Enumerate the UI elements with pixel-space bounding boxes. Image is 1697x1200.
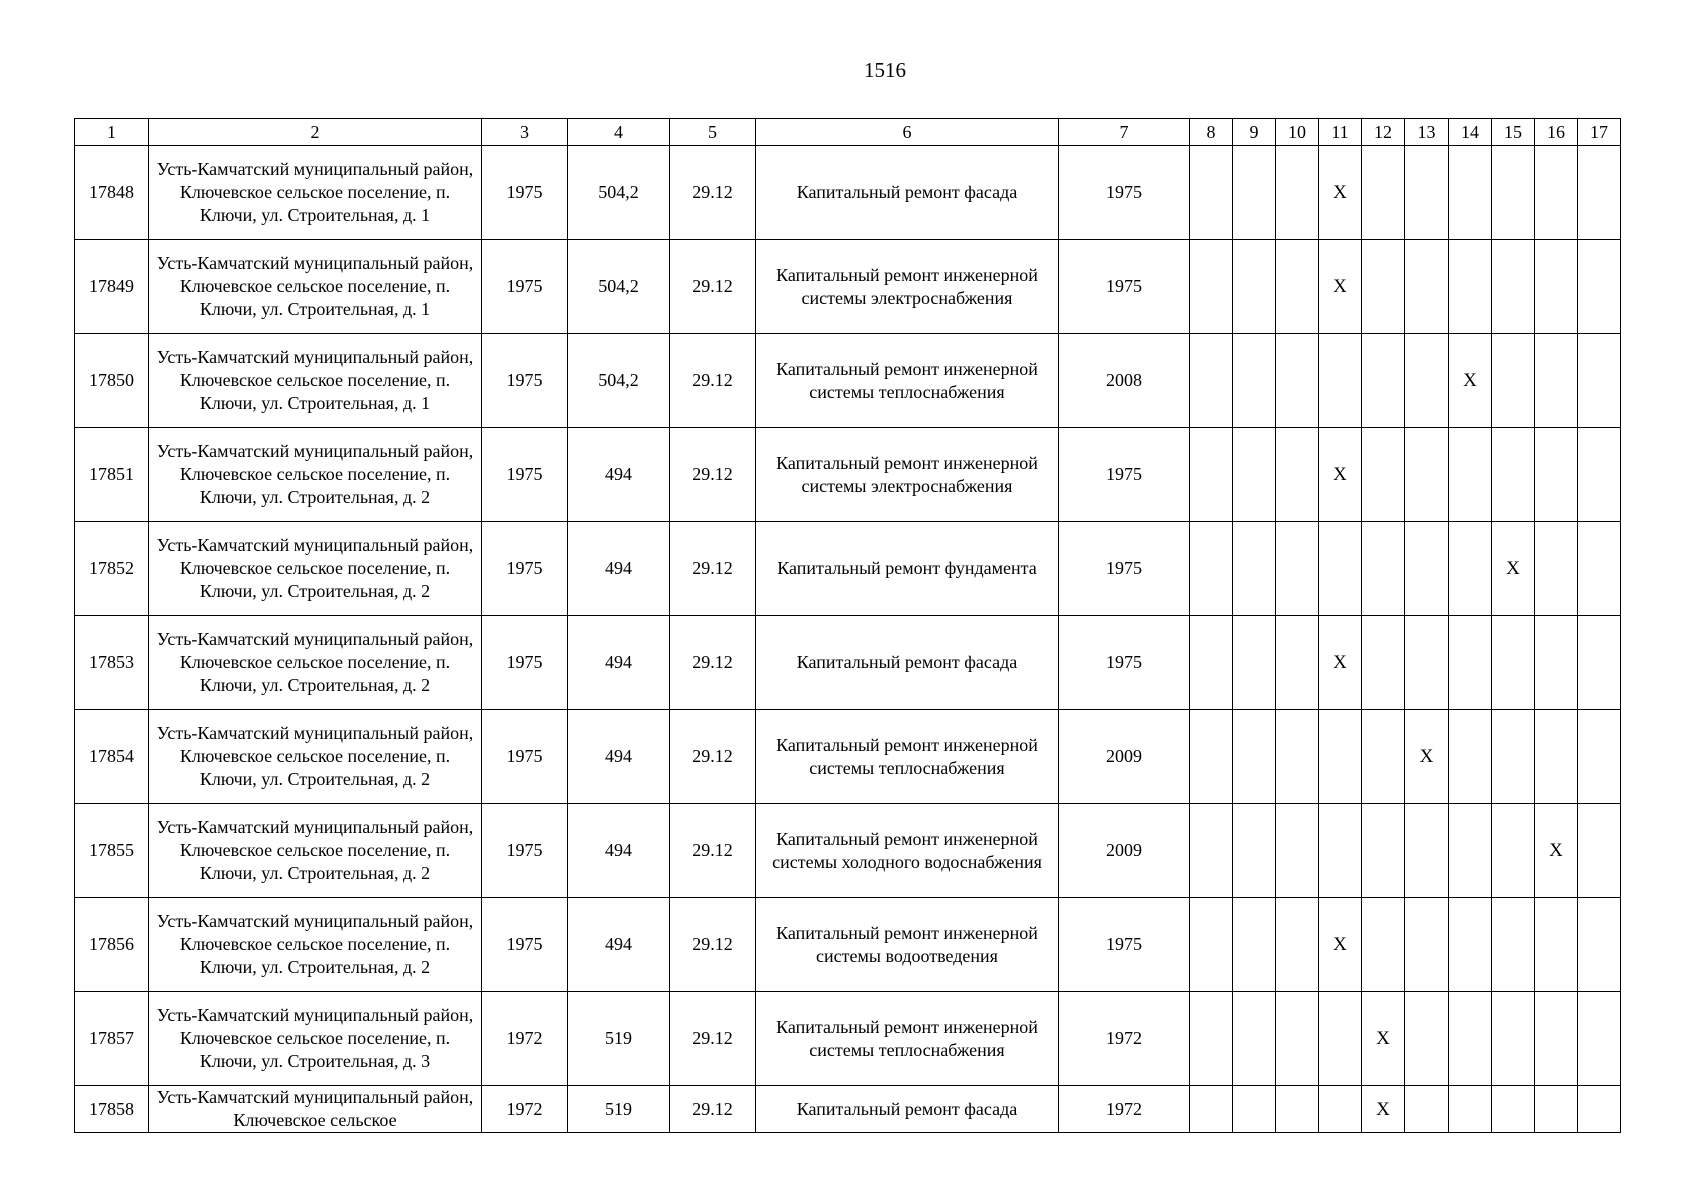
header-row <box>75 119 1621 146</box>
empty-cell <box>1535 710 1578 804</box>
column-header-12: 12 <box>1362 119 1405 146</box>
table-body <box>75 119 1621 1133</box>
work-type-cell: Капитальный ремонт фасада <box>756 1086 1059 1133</box>
code-cell: 29.12 <box>670 240 756 334</box>
empty-cell <box>1319 522 1362 616</box>
last-repair-year-cell: 2009 <box>1059 710 1190 804</box>
mark-cell <box>1405 710 1449 804</box>
row-id-cell: 17857 <box>75 992 149 1086</box>
last-repair-year-cell: 2008 <box>1059 334 1190 428</box>
area-cell: 504,2 <box>568 334 670 428</box>
empty-cell <box>1319 710 1362 804</box>
empty-cell <box>1276 428 1319 522</box>
last-repair-year-cell: 1972 <box>1059 992 1190 1086</box>
area-cell: 494 <box>568 616 670 710</box>
x-mark: X <box>1333 934 1347 955</box>
empty-cell <box>1276 146 1319 240</box>
build-year-cell: 1975 <box>482 334 568 428</box>
repair-registry-table <box>74 118 1621 1133</box>
area-cell: 494 <box>568 898 670 992</box>
empty-cell <box>1276 710 1319 804</box>
last-repair-year-cell: 1975 <box>1059 240 1190 334</box>
empty-cell <box>1492 710 1535 804</box>
empty-cell <box>1578 1086 1621 1133</box>
row-id-cell: 17858 <box>75 1086 149 1133</box>
empty-cell <box>1233 334 1276 428</box>
empty-cell <box>1233 146 1276 240</box>
work-type-cell: Капитальный ремонт фасада <box>756 616 1059 710</box>
code-cell: 29.12 <box>670 992 756 1086</box>
empty-cell <box>1578 804 1621 898</box>
last-repair-year-cell: 1975 <box>1059 146 1190 240</box>
code-cell: 29.12 <box>670 146 756 240</box>
empty-cell <box>1362 804 1405 898</box>
area-cell: 494 <box>568 428 670 522</box>
build-year-cell: 1975 <box>482 428 568 522</box>
empty-cell <box>1578 898 1621 992</box>
table-row <box>75 428 1621 522</box>
last-repair-year-cell: 2009 <box>1059 804 1190 898</box>
empty-cell <box>1449 522 1492 616</box>
empty-cell <box>1578 522 1621 616</box>
table-row <box>75 898 1621 992</box>
last-repair-year-cell: 1972 <box>1059 1086 1190 1133</box>
empty-cell <box>1405 240 1449 334</box>
address-cell: Усть-Камчатский муниципальный район, Ключевское сельское поселение, п. Ключи, ул. Строительная, д. 2 <box>149 898 482 992</box>
empty-cell <box>1449 240 1492 334</box>
empty-cell <box>1578 146 1621 240</box>
area-cell: 494 <box>568 804 670 898</box>
work-type-cell: Капитальный ремонт инженерной системы электроснабжения <box>756 240 1059 334</box>
column-header-16: 16 <box>1535 119 1578 146</box>
empty-cell <box>1405 428 1449 522</box>
table-row <box>75 522 1621 616</box>
build-year-cell: 1972 <box>482 992 568 1086</box>
column-header-5: 5 <box>670 119 756 146</box>
x-mark: X <box>1333 182 1347 203</box>
empty-cell <box>1233 804 1276 898</box>
empty-cell <box>1190 992 1233 1086</box>
empty-cell <box>1362 898 1405 992</box>
address-cell: Усть-Камчатский муниципальный район, Ключевское сельское поселение, п. Ключи, ул. Строительная, д. 1 <box>149 334 482 428</box>
empty-cell <box>1578 334 1621 428</box>
x-mark: X <box>1333 464 1347 485</box>
column-header-10: 10 <box>1276 119 1319 146</box>
empty-cell <box>1319 334 1362 428</box>
work-type-cell: Капитальный ремонт инженерной системы теплоснабжения <box>756 710 1059 804</box>
address-cell: Усть-Камчатский муниципальный район, Ключевское сельское поселение, п. Ключи, ул. Строительная, д. 2 <box>149 428 482 522</box>
empty-cell <box>1535 1086 1578 1133</box>
empty-cell <box>1449 992 1492 1086</box>
last-repair-year-cell: 1975 <box>1059 428 1190 522</box>
empty-cell <box>1492 992 1535 1086</box>
mark-cell <box>1449 334 1492 428</box>
empty-cell <box>1276 334 1319 428</box>
row-id-cell: 17850 <box>75 334 149 428</box>
empty-cell <box>1535 898 1578 992</box>
code-cell: 29.12 <box>670 616 756 710</box>
mark-cell <box>1492 522 1535 616</box>
empty-cell <box>1233 522 1276 616</box>
address-cell: Усть-Камчатский муниципальный район, Ключевское сельское поселение, п. Ключи, ул. Строительная, д. 1 <box>149 240 482 334</box>
empty-cell <box>1233 428 1276 522</box>
empty-cell <box>1492 334 1535 428</box>
empty-cell <box>1449 898 1492 992</box>
empty-cell <box>1578 616 1621 710</box>
build-year-cell: 1975 <box>482 898 568 992</box>
code-cell: 29.12 <box>670 522 756 616</box>
empty-cell <box>1578 428 1621 522</box>
work-type-cell: Капитальный ремонт инженерной системы теплоснабжения <box>756 334 1059 428</box>
empty-cell <box>1535 334 1578 428</box>
column-header-2: 2 <box>149 119 482 146</box>
empty-cell <box>1276 522 1319 616</box>
empty-cell <box>1535 992 1578 1086</box>
mark-cell <box>1319 240 1362 334</box>
empty-cell <box>1276 616 1319 710</box>
empty-cell <box>1405 522 1449 616</box>
column-header-13: 13 <box>1405 119 1449 146</box>
empty-cell <box>1578 240 1621 334</box>
x-mark: X <box>1549 840 1563 861</box>
empty-cell <box>1190 522 1233 616</box>
empty-cell <box>1449 804 1492 898</box>
empty-cell <box>1190 334 1233 428</box>
empty-cell <box>1535 522 1578 616</box>
table-row <box>75 616 1621 710</box>
empty-cell <box>1405 1086 1449 1133</box>
empty-cell <box>1405 804 1449 898</box>
empty-cell <box>1362 334 1405 428</box>
row-id-cell: 17856 <box>75 898 149 992</box>
build-year-cell: 1975 <box>482 146 568 240</box>
table-row <box>75 240 1621 334</box>
build-year-cell: 1972 <box>482 1086 568 1133</box>
empty-cell <box>1233 992 1276 1086</box>
column-header-17: 17 <box>1578 119 1621 146</box>
mark-cell <box>1535 804 1578 898</box>
empty-cell <box>1405 992 1449 1086</box>
build-year-cell: 1975 <box>482 616 568 710</box>
column-header-1: 1 <box>75 119 149 146</box>
empty-cell <box>1578 992 1621 1086</box>
empty-cell <box>1276 1086 1319 1133</box>
empty-cell <box>1492 616 1535 710</box>
row-id-cell: 17851 <box>75 428 149 522</box>
address-cell: Усть-Камчатский муниципальный район, Ключевское сельское поселение, п. Ключи, ул. Строительная, д. 1 <box>149 146 482 240</box>
empty-cell <box>1492 1086 1535 1133</box>
address-cell: Усть-Камчатский муниципальный район, Ключевское сельское поселение, п. Ключи, ул. Строительная, д. 2 <box>149 616 482 710</box>
empty-cell <box>1449 710 1492 804</box>
work-type-cell: Капитальный ремонт фундамента <box>756 522 1059 616</box>
empty-cell <box>1362 522 1405 616</box>
address-cell: Усть-Камчатский муниципальный район, Ключевское сельское поселение, п. Ключи, ул. Строительная, д. 2 <box>149 522 482 616</box>
build-year-cell: 1975 <box>482 240 568 334</box>
empty-cell <box>1319 1086 1362 1133</box>
code-cell: 29.12 <box>670 710 756 804</box>
empty-cell <box>1449 616 1492 710</box>
row-id-cell: 17854 <box>75 710 149 804</box>
x-mark: X <box>1419 746 1434 767</box>
mark-cell <box>1319 146 1362 240</box>
row-id-cell: 17849 <box>75 240 149 334</box>
empty-cell <box>1190 898 1233 992</box>
area-cell: 504,2 <box>568 146 670 240</box>
empty-cell <box>1276 240 1319 334</box>
code-cell: 29.12 <box>670 334 756 428</box>
build-year-cell: 1975 <box>482 710 568 804</box>
x-mark: X <box>1506 558 1520 579</box>
table-row <box>75 146 1621 240</box>
empty-cell <box>1405 616 1449 710</box>
address-cell: Усть-Камчатский муниципальный район, Ключевское сельское поселение, п. Ключи, ул. Строительная, д. 2 <box>149 710 482 804</box>
empty-cell <box>1319 804 1362 898</box>
empty-cell <box>1190 710 1233 804</box>
empty-cell <box>1233 1086 1276 1133</box>
empty-cell <box>1535 240 1578 334</box>
empty-cell <box>1535 428 1578 522</box>
mark-cell <box>1362 1086 1405 1133</box>
work-type-cell: Капитальный ремонт инженерной системы холодного водоснабжения <box>756 804 1059 898</box>
x-mark: X <box>1376 1098 1390 1120</box>
empty-cell <box>1190 616 1233 710</box>
empty-cell <box>1190 804 1233 898</box>
empty-cell <box>1449 146 1492 240</box>
work-type-cell: Капитальный ремонт инженерной системы водоотведения <box>756 898 1059 992</box>
table-row <box>75 710 1621 804</box>
empty-cell <box>1449 428 1492 522</box>
column-header-14: 14 <box>1449 119 1492 146</box>
empty-cell <box>1362 428 1405 522</box>
column-header-8: 8 <box>1190 119 1233 146</box>
column-header-11: 11 <box>1319 119 1362 146</box>
column-header-9: 9 <box>1233 119 1276 146</box>
mark-cell <box>1319 898 1362 992</box>
empty-cell <box>1190 146 1233 240</box>
last-repair-year-cell: 1975 <box>1059 898 1190 992</box>
empty-cell <box>1578 710 1621 804</box>
last-repair-year-cell: 1975 <box>1059 522 1190 616</box>
empty-cell <box>1535 146 1578 240</box>
empty-cell <box>1492 146 1535 240</box>
table-row <box>75 804 1621 898</box>
empty-cell <box>1233 898 1276 992</box>
code-cell: 29.12 <box>670 898 756 992</box>
empty-cell <box>1362 710 1405 804</box>
x-mark: X <box>1333 652 1347 673</box>
empty-cell <box>1276 898 1319 992</box>
row-id-cell: 17848 <box>75 146 149 240</box>
address-cell: Усть-Камчатский муниципальный район, Ключевское сельское поселение, п. Ключи, ул. Строительная, д. 3 <box>149 992 482 1086</box>
area-cell: 494 <box>568 522 670 616</box>
empty-cell <box>1405 334 1449 428</box>
row-id-cell: 17852 <box>75 522 149 616</box>
page-number: 1516 <box>864 58 906 82</box>
table-row <box>75 992 1621 1086</box>
address-cell: Усть-Камчатский муниципальный район, Ключевское сельское поселение, п. Ключи, ул. Строительная, д. 2 <box>149 804 482 898</box>
empty-cell <box>1233 710 1276 804</box>
code-cell: 29.12 <box>670 804 756 898</box>
work-type-cell: Капитальный ремонт фасада <box>756 146 1059 240</box>
empty-cell <box>1405 146 1449 240</box>
empty-cell <box>1492 898 1535 992</box>
empty-cell <box>1535 616 1578 710</box>
x-mark: X <box>1463 370 1477 391</box>
area-cell: 504,2 <box>568 240 670 334</box>
empty-cell <box>1492 240 1535 334</box>
row-id-cell: 17855 <box>75 804 149 898</box>
address-cell: Усть-Камчатский муниципальный район, Ключевское сельское <box>149 1086 482 1133</box>
work-type-cell: Капитальный ремонт инженерной системы теплоснабжения <box>756 992 1059 1086</box>
empty-cell <box>1362 616 1405 710</box>
area-cell: 519 <box>568 992 670 1086</box>
table-row <box>75 334 1621 428</box>
table-row <box>75 1086 1621 1133</box>
empty-cell <box>1233 616 1276 710</box>
empty-cell <box>1449 1086 1492 1133</box>
empty-cell <box>1190 1086 1233 1133</box>
empty-cell <box>1233 240 1276 334</box>
build-year-cell: 1975 <box>482 804 568 898</box>
empty-cell <box>1362 240 1405 334</box>
last-repair-year-cell: 1975 <box>1059 616 1190 710</box>
x-mark: X <box>1376 1028 1390 1049</box>
code-cell: 29.12 <box>670 1086 756 1133</box>
row-id-cell: 17853 <box>75 616 149 710</box>
mark-cell <box>1319 428 1362 522</box>
column-header-4: 4 <box>568 119 670 146</box>
area-cell: 494 <box>568 710 670 804</box>
empty-cell <box>1492 804 1535 898</box>
area-cell: 519 <box>568 1086 670 1133</box>
column-header-7: 7 <box>1059 119 1190 146</box>
empty-cell <box>1405 898 1449 992</box>
x-mark: X <box>1333 276 1347 297</box>
column-header-6: 6 <box>756 119 1059 146</box>
mark-cell <box>1362 992 1405 1086</box>
empty-cell <box>1190 428 1233 522</box>
build-year-cell: 1975 <box>482 522 568 616</box>
empty-cell <box>1319 992 1362 1086</box>
empty-cell <box>1276 992 1319 1086</box>
empty-cell <box>1276 804 1319 898</box>
work-type-cell: Капитальный ремонт инженерной системы электроснабжения <box>756 428 1059 522</box>
empty-cell <box>1190 240 1233 334</box>
empty-cell <box>1492 428 1535 522</box>
empty-cell <box>1362 146 1405 240</box>
column-header-15: 15 <box>1492 119 1535 146</box>
column-header-3: 3 <box>482 119 568 146</box>
code-cell: 29.12 <box>670 428 756 522</box>
mark-cell <box>1319 616 1362 710</box>
